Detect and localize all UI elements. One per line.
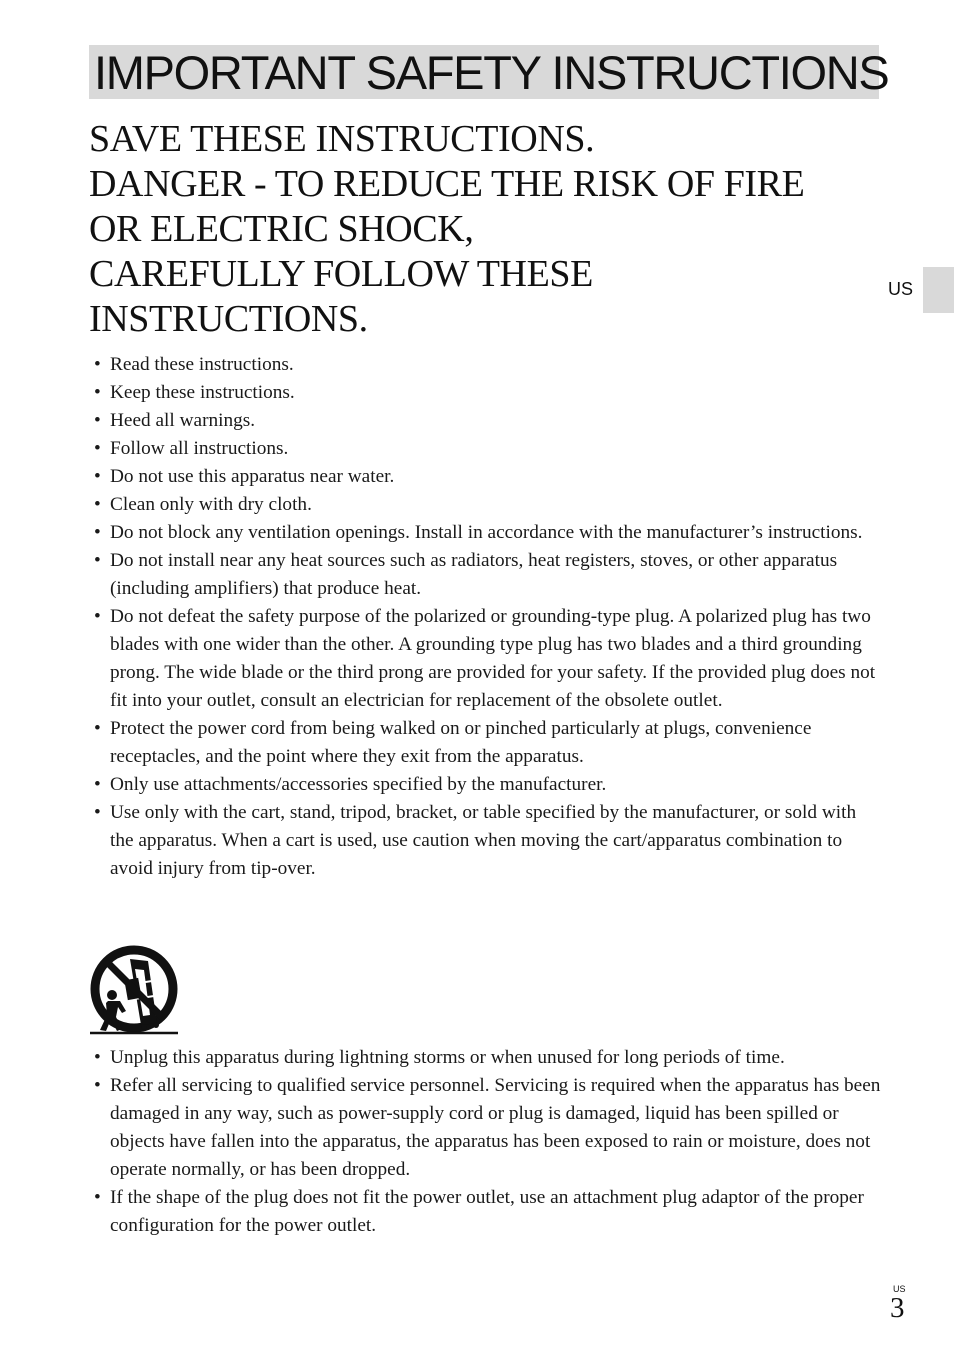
list-item: • Follow all instructions. <box>93 435 883 463</box>
instruction-list <box>93 1044 883 1240</box>
subheading <box>89 117 889 342</box>
instruction-list <box>93 351 883 883</box>
list-item: • Do not block any ventilation openings. Install in accordance with the manufacturer’s instructions. <box>93 519 883 547</box>
list-item: • Use only with the cart, stand, tripod, bracket, or table specified by the manufacturer, or sold with the apparatus. When a cart is used, use caution when moving the cart/apparatus combination to avoid injury from tip-over. <box>93 799 883 883</box>
side-tab <box>923 267 954 313</box>
list-item: • Only use attachments/accessories specified by the manufacturer. <box>93 771 883 799</box>
subheading-line: DANGER - TO REDUCE THE RISK OF FIRE <box>89 163 805 205</box>
list-item: • Refer all servicing to qualified service personnel. Servicing is required when the apparatus has been damaged in any way, such as power-supply cord or plug is damaged, liquid has been spilled or objects have fallen into the apparatus, the apparatus has been exposed to rain or moisture, does not operate normally, or has been dropped. <box>93 1072 883 1184</box>
list-item: • Do not defeat the safety purpose of the polarized or grounding-type plug. A polarized plug has two blades with one wider than the other. A grounding type plug has two blades and a third grounding prong. The wide blade or the third prong are provided for your safety. If the provided plug does not fit into your outlet, consult an electrician for replacement of the obsolete outlet. <box>93 603 883 715</box>
list-item: • Read these instructions. <box>93 351 883 379</box>
list-item: • Heed all warnings. <box>93 407 883 435</box>
subheading-line: CAREFULLY FOLLOW THESE <box>89 253 593 295</box>
list-item: • Unplug this apparatus during lightning storms or when unused for long periods of time. <box>93 1044 883 1072</box>
list-item: • If the shape of the plug does not fit the power outlet, use an attachment plug adaptor of the proper configuration for the power outlet. <box>93 1184 883 1240</box>
subheading-line: OR ELECTRIC SHOCK, <box>89 208 474 250</box>
page-title: IMPORTANT SAFETY INSTRUCTIONS <box>94 46 889 99</box>
subheading-line: SAVE THESE INSTRUCTIONS. <box>89 118 595 160</box>
list-item: • Protect the power cord from being walked on or pinched particularly at plugs, convenience receptacles, and the point where they exit from the apparatus. <box>93 715 883 771</box>
side-tab-label: US <box>888 279 914 299</box>
page-number: 3 <box>890 1292 905 1324</box>
title-bar <box>89 45 889 99</box>
list-item: • Do not use this apparatus near water. <box>93 463 883 491</box>
page-number-label: US <box>893 1284 906 1294</box>
list-item: • Do not install near any heat sources such as radiators, heat registers, stoves, or other apparatus (including amplifiers) that produce heat. <box>93 547 883 603</box>
list-item: • Clean only with dry cloth. <box>93 491 883 519</box>
list-item: • Keep these instructions. <box>93 379 883 407</box>
subheading-line: INSTRUCTIONS. <box>89 298 368 340</box>
cart-tip-over-warning-icon <box>86 945 182 1037</box>
